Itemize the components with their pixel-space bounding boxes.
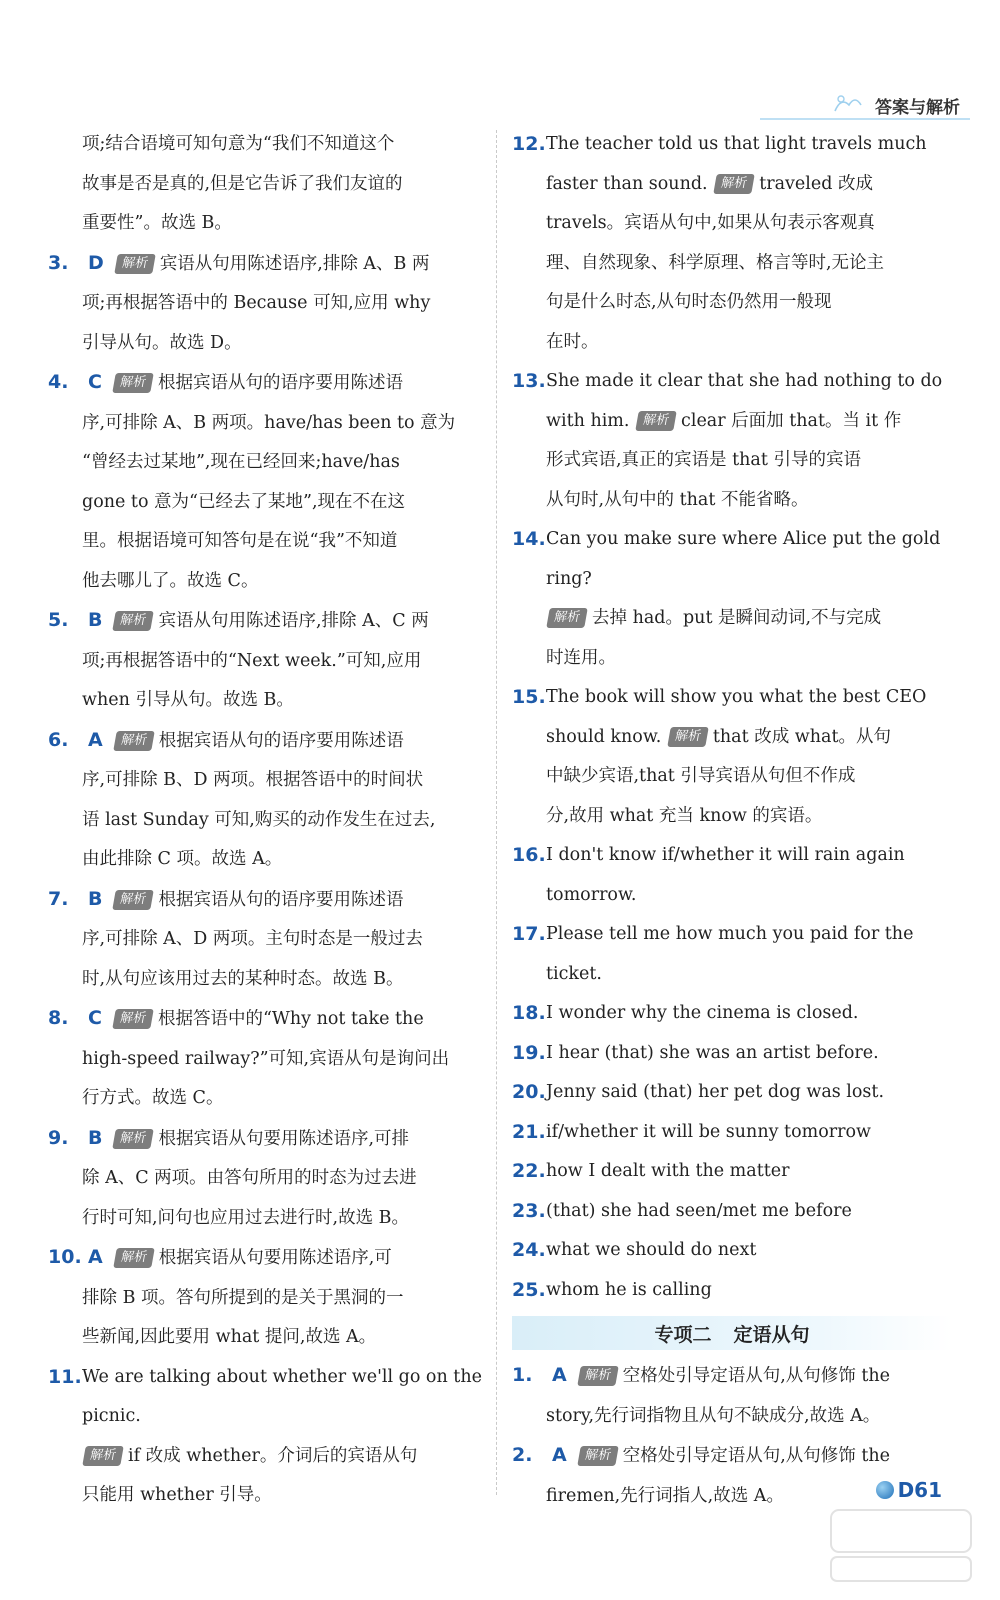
text-line (82, 1238, 482, 1279)
item-number: 8. (48, 1007, 69, 1029)
item-number: 18. (512, 1002, 546, 1024)
text-line: travels。宾语从句中,如果从句表示客观真 (546, 213, 875, 233)
answer-item (48, 999, 482, 1119)
page-number (876, 1478, 942, 1502)
answer-item (512, 1152, 952, 1192)
item-text: I wonder why the cinema is closed. (546, 1003, 859, 1023)
text-line (546, 520, 952, 560)
answer-choice: A (552, 1364, 567, 1386)
answer-item (512, 520, 952, 678)
item-text: 根据答语中的“Why not take the (157, 1009, 424, 1029)
text-line: 行时可知,问句也应用过去进行时,故选 B。 (82, 1207, 410, 1228)
text-line: 项;结合语境可知句意为“我们不知道这个 (82, 134, 395, 154)
item-number: 14. (512, 528, 546, 550)
text-line (82, 880, 482, 921)
answer-item (48, 1238, 482, 1358)
text-line: 他去哪儿了。故选 C。 (82, 570, 259, 591)
item-number: 22. (512, 1160, 546, 1182)
item-number: 23. (512, 1199, 546, 1222)
text-line (82, 721, 482, 762)
answer-item (512, 994, 952, 1034)
item-text: Please tell me how much you paid for the (546, 924, 914, 944)
text-line: 重要性”。故选 B。 (82, 213, 232, 233)
analysis-tag: 解析 (112, 373, 154, 393)
item-text: (that) she had seen/met me before (546, 1200, 852, 1221)
item-text: faster than sound. (546, 173, 714, 194)
analysis-tag: 解析 (546, 608, 588, 628)
analysis-tag: 解析 (635, 411, 677, 431)
item-text: We are talking about whether we'll go on the (82, 1366, 482, 1387)
item-text: I hear (that) she was an artist before. (546, 1042, 879, 1063)
item-number: 19. (512, 1041, 546, 1064)
text-line (546, 1356, 952, 1397)
analysis-tag: 解析 (577, 1366, 619, 1386)
analysis-tag: 解析 (113, 1129, 155, 1149)
answer-item (512, 1073, 952, 1113)
text-line: 引导从句。故选 D。 (82, 332, 242, 353)
text-line (82, 999, 482, 1040)
item-text: that 改成 what。从句 (712, 726, 891, 747)
section-title: 定语从句 (733, 1323, 810, 1346)
answer-choice: B (88, 887, 103, 910)
header-title: 答案与解析 (875, 97, 960, 118)
answer-choice: C (88, 1007, 102, 1029)
answer-choice: D (88, 251, 104, 274)
text-line: story,先行词指物且从句不缺成分,故选 A。 (546, 1405, 881, 1426)
text-line: 项;再根据答语中的 Because 可知,应用 why (82, 293, 431, 313)
text-line (82, 363, 482, 404)
text-line: 时,从句应该用过去的某种时态。故选 B。 (82, 968, 404, 989)
answer-choice: B (88, 1126, 103, 1149)
text-line: 由此排除 C 项。故选 A。 (82, 849, 283, 869)
item-text: 根据宾语从句的语序要用陈述语 (158, 730, 404, 751)
analysis-tag: 解析 (577, 1446, 619, 1466)
answer-item (512, 836, 952, 915)
item-text: should know. (546, 726, 667, 747)
text-line: 排除 B 项。答句所提到的是关于黑洞的一 (82, 1287, 404, 1308)
right-column (512, 125, 952, 1516)
analysis-tag: 解析 (114, 254, 156, 274)
answer-item (512, 1271, 952, 1311)
item-text: 去掉 had。put 是瞬间动词,不与完成 (592, 608, 882, 628)
text-line (82, 244, 482, 285)
text-line: ring? (546, 568, 592, 589)
section-label: 专项二 (654, 1323, 712, 1346)
text-line (546, 1192, 952, 1232)
item-number: 21. (512, 1120, 546, 1143)
answer-item (48, 601, 482, 721)
item-text: whom he is calling (546, 1279, 712, 1300)
text-line: 行方式。故选 C。 (82, 1088, 224, 1108)
item-text: I don't know if/whether it will rain again (546, 845, 905, 865)
answer-choice: A (552, 1444, 567, 1466)
text-line (546, 1034, 952, 1074)
item-number: 20. (512, 1081, 546, 1103)
text-line (82, 601, 482, 642)
answer-choice: B (88, 609, 103, 631)
answer-item (512, 915, 952, 994)
text-line (546, 836, 952, 876)
answer-choice: A (88, 1246, 103, 1268)
item-number: 6. (48, 728, 69, 751)
text-line: 序,可排除 A、D 两项。主句时态是一般过去 (82, 929, 423, 949)
text-line: picnic. (82, 1406, 141, 1426)
item-text: She made it clear that she had nothing to do (546, 371, 943, 391)
answer-item (48, 1119, 482, 1239)
text-line: “曾经去过某地”,现在已经回来;have/has (82, 452, 400, 472)
section-heading (512, 1316, 952, 1350)
item-number: 10. (48, 1246, 82, 1268)
text-line: 形式宾语,真正的宾语是 that 引导的宾语 (546, 450, 861, 470)
text-line: when 引导从句。故选 B。 (82, 690, 294, 710)
item-number: 16. (512, 844, 546, 866)
text-line (546, 1073, 952, 1113)
text-line: 从句时,从句中的 that 不能省略。 (546, 489, 809, 510)
answer-choice: C (88, 371, 102, 393)
item-text: if/whether it will be sunny tomorrow (546, 1121, 871, 1142)
text-line: 句是什么时态,从句时态仍然用一般现 (546, 292, 832, 312)
item-number: 2. (512, 1444, 533, 1466)
doodle-icon (829, 91, 865, 119)
text-line (546, 165, 952, 205)
item-number: 12. (512, 133, 546, 155)
item-number: 15. (512, 686, 546, 708)
item-text: The teacher told us that light travels much (546, 134, 927, 154)
item-text: 根据宾语从句要用陈述语序,可 (158, 1248, 392, 1268)
item-text: 根据宾语从句的语序要用陈述语 (158, 889, 404, 910)
text-line: gone to 意为“已经去了某地”,现在不在这 (82, 491, 406, 512)
text-line (546, 599, 952, 639)
item-text: Jenny said (that) her pet dog was lost. (546, 1082, 885, 1102)
analysis-tag: 解析 (113, 890, 155, 910)
item-number: 24. (512, 1239, 546, 1261)
watermark-logo-icon (826, 1505, 976, 1585)
item-number: 13. (512, 370, 546, 392)
text-line (546, 1152, 952, 1192)
answer-item (48, 1358, 482, 1516)
text-line: firemen,先行词指人,故选 A。 (546, 1485, 784, 1506)
text-line: tomorrow. (546, 884, 637, 905)
text-line (546, 1271, 952, 1311)
text-line (546, 678, 952, 718)
header-rule (760, 118, 970, 120)
item-text: 根据宾语从句要用陈述语序,可排 (158, 1128, 410, 1149)
column-divider (496, 130, 497, 1495)
text-line: 中缺少宾语,that 引导宾语从句但不作成 (546, 766, 856, 786)
answer-item (512, 1436, 952, 1516)
text-line (546, 1113, 952, 1153)
analysis-tag: 解析 (713, 174, 755, 194)
item-text: clear 后面加 that。当 it 作 (681, 410, 902, 431)
continued-text (48, 125, 482, 244)
item-text: 宾语从句用陈述语序,排除 A、B 两 (159, 253, 430, 274)
answer-item (512, 678, 952, 836)
text-line (546, 125, 952, 165)
text-line: 些新闻,因此要用 what 提问,故选 A。 (82, 1327, 377, 1347)
item-number: 5. (48, 609, 69, 631)
text-line (546, 718, 952, 758)
answer-item (512, 125, 952, 362)
answer-choice: A (88, 728, 103, 751)
item-number: 11. (48, 1365, 82, 1388)
text-line: 故事是否是真的,但是它告诉了我们友谊的 (82, 173, 403, 194)
item-text: 空格处引导定语从句,从句修饰 the (622, 1366, 891, 1386)
item-number: 9. (48, 1126, 69, 1149)
analysis-tag: 解析 (113, 731, 155, 751)
item-number: 3. (48, 251, 69, 274)
analysis-tag: 解析 (112, 1009, 154, 1029)
left-column (48, 125, 482, 1516)
answer-item (512, 1034, 952, 1074)
item-text: 根据宾语从句的语序要用陈述语 (157, 373, 403, 393)
text-line (82, 1437, 482, 1477)
text-line: 序,可排除 A、B 两项。have/has been to 意为 (82, 412, 456, 433)
item-text: with him. (546, 410, 636, 431)
item-text: 宾语从句用陈述语序,排除 A、C 两 (158, 611, 429, 631)
answer-item (48, 721, 482, 880)
item-number: 7. (48, 887, 69, 910)
analysis-tag: 解析 (82, 1446, 124, 1466)
text-line (546, 1436, 952, 1477)
text-line (546, 994, 952, 1034)
text-line: 里。根据语境可知答句是在说“我”不知道 (82, 531, 398, 551)
item-text: what we should do next (546, 1240, 757, 1260)
text-line (546, 402, 952, 442)
page-number-text: D61 (897, 1478, 942, 1502)
text-line (546, 915, 952, 955)
text-line: high-speed railway?”可知,宾语从句是询问出 (82, 1048, 450, 1069)
text-line: 只能用 whether 引导。 (82, 1485, 272, 1505)
answer-item (48, 363, 482, 601)
item-number: 17. (512, 923, 546, 945)
answer-item (48, 244, 482, 364)
answer-item (512, 1231, 952, 1271)
answer-item (48, 880, 482, 1000)
text-line (546, 362, 952, 402)
item-text: 空格处引导定语从句,从句修饰 the (622, 1446, 891, 1466)
answer-item (512, 1192, 952, 1232)
text-line (82, 1358, 482, 1398)
text-line: 语 last Sunday 可知,购买的动作发生在过去, (82, 809, 436, 830)
text-line (546, 1231, 952, 1271)
text-line: 分,故用 what 充当 know 的宾语。 (546, 805, 823, 826)
text-line: 在时。 (546, 331, 599, 352)
item-text: Can you make sure where Alice put the gold (546, 529, 941, 549)
text-line: 时连用。 (546, 647, 616, 668)
item-text: if 改成 whether。介词后的宾语从句 (128, 1445, 418, 1466)
answer-item (512, 362, 952, 520)
text-line: 序,可排除 B、D 两项。根据答语中的时间状 (82, 770, 424, 790)
text-line: ticket. (546, 963, 602, 984)
item-text: how I dealt with the matter (546, 1161, 790, 1181)
answer-item (512, 1356, 952, 1436)
analysis-tag: 解析 (667, 727, 709, 747)
text-line (82, 1119, 482, 1160)
page-header (829, 88, 960, 122)
answer-item (512, 1113, 952, 1153)
analysis-tag: 解析 (113, 611, 155, 631)
item-number: 1. (512, 1364, 533, 1386)
analysis-tag: 解析 (113, 1248, 155, 1268)
text-line: 理、自然现象、科学原理、格言等时,无论主 (546, 252, 885, 273)
text-line: 项;再根据答语中的“Next week.”可知,应用 (82, 650, 422, 671)
page-badge-icon (876, 1481, 894, 1499)
text-line: 除 A、C 两项。由答句所用的时态为过去进 (82, 1168, 417, 1188)
item-text: traveled 改成 (759, 173, 873, 194)
item-text: The book will show you what the best CEO (546, 687, 927, 707)
item-number: 25. (512, 1278, 546, 1301)
item-number: 4. (48, 371, 69, 393)
